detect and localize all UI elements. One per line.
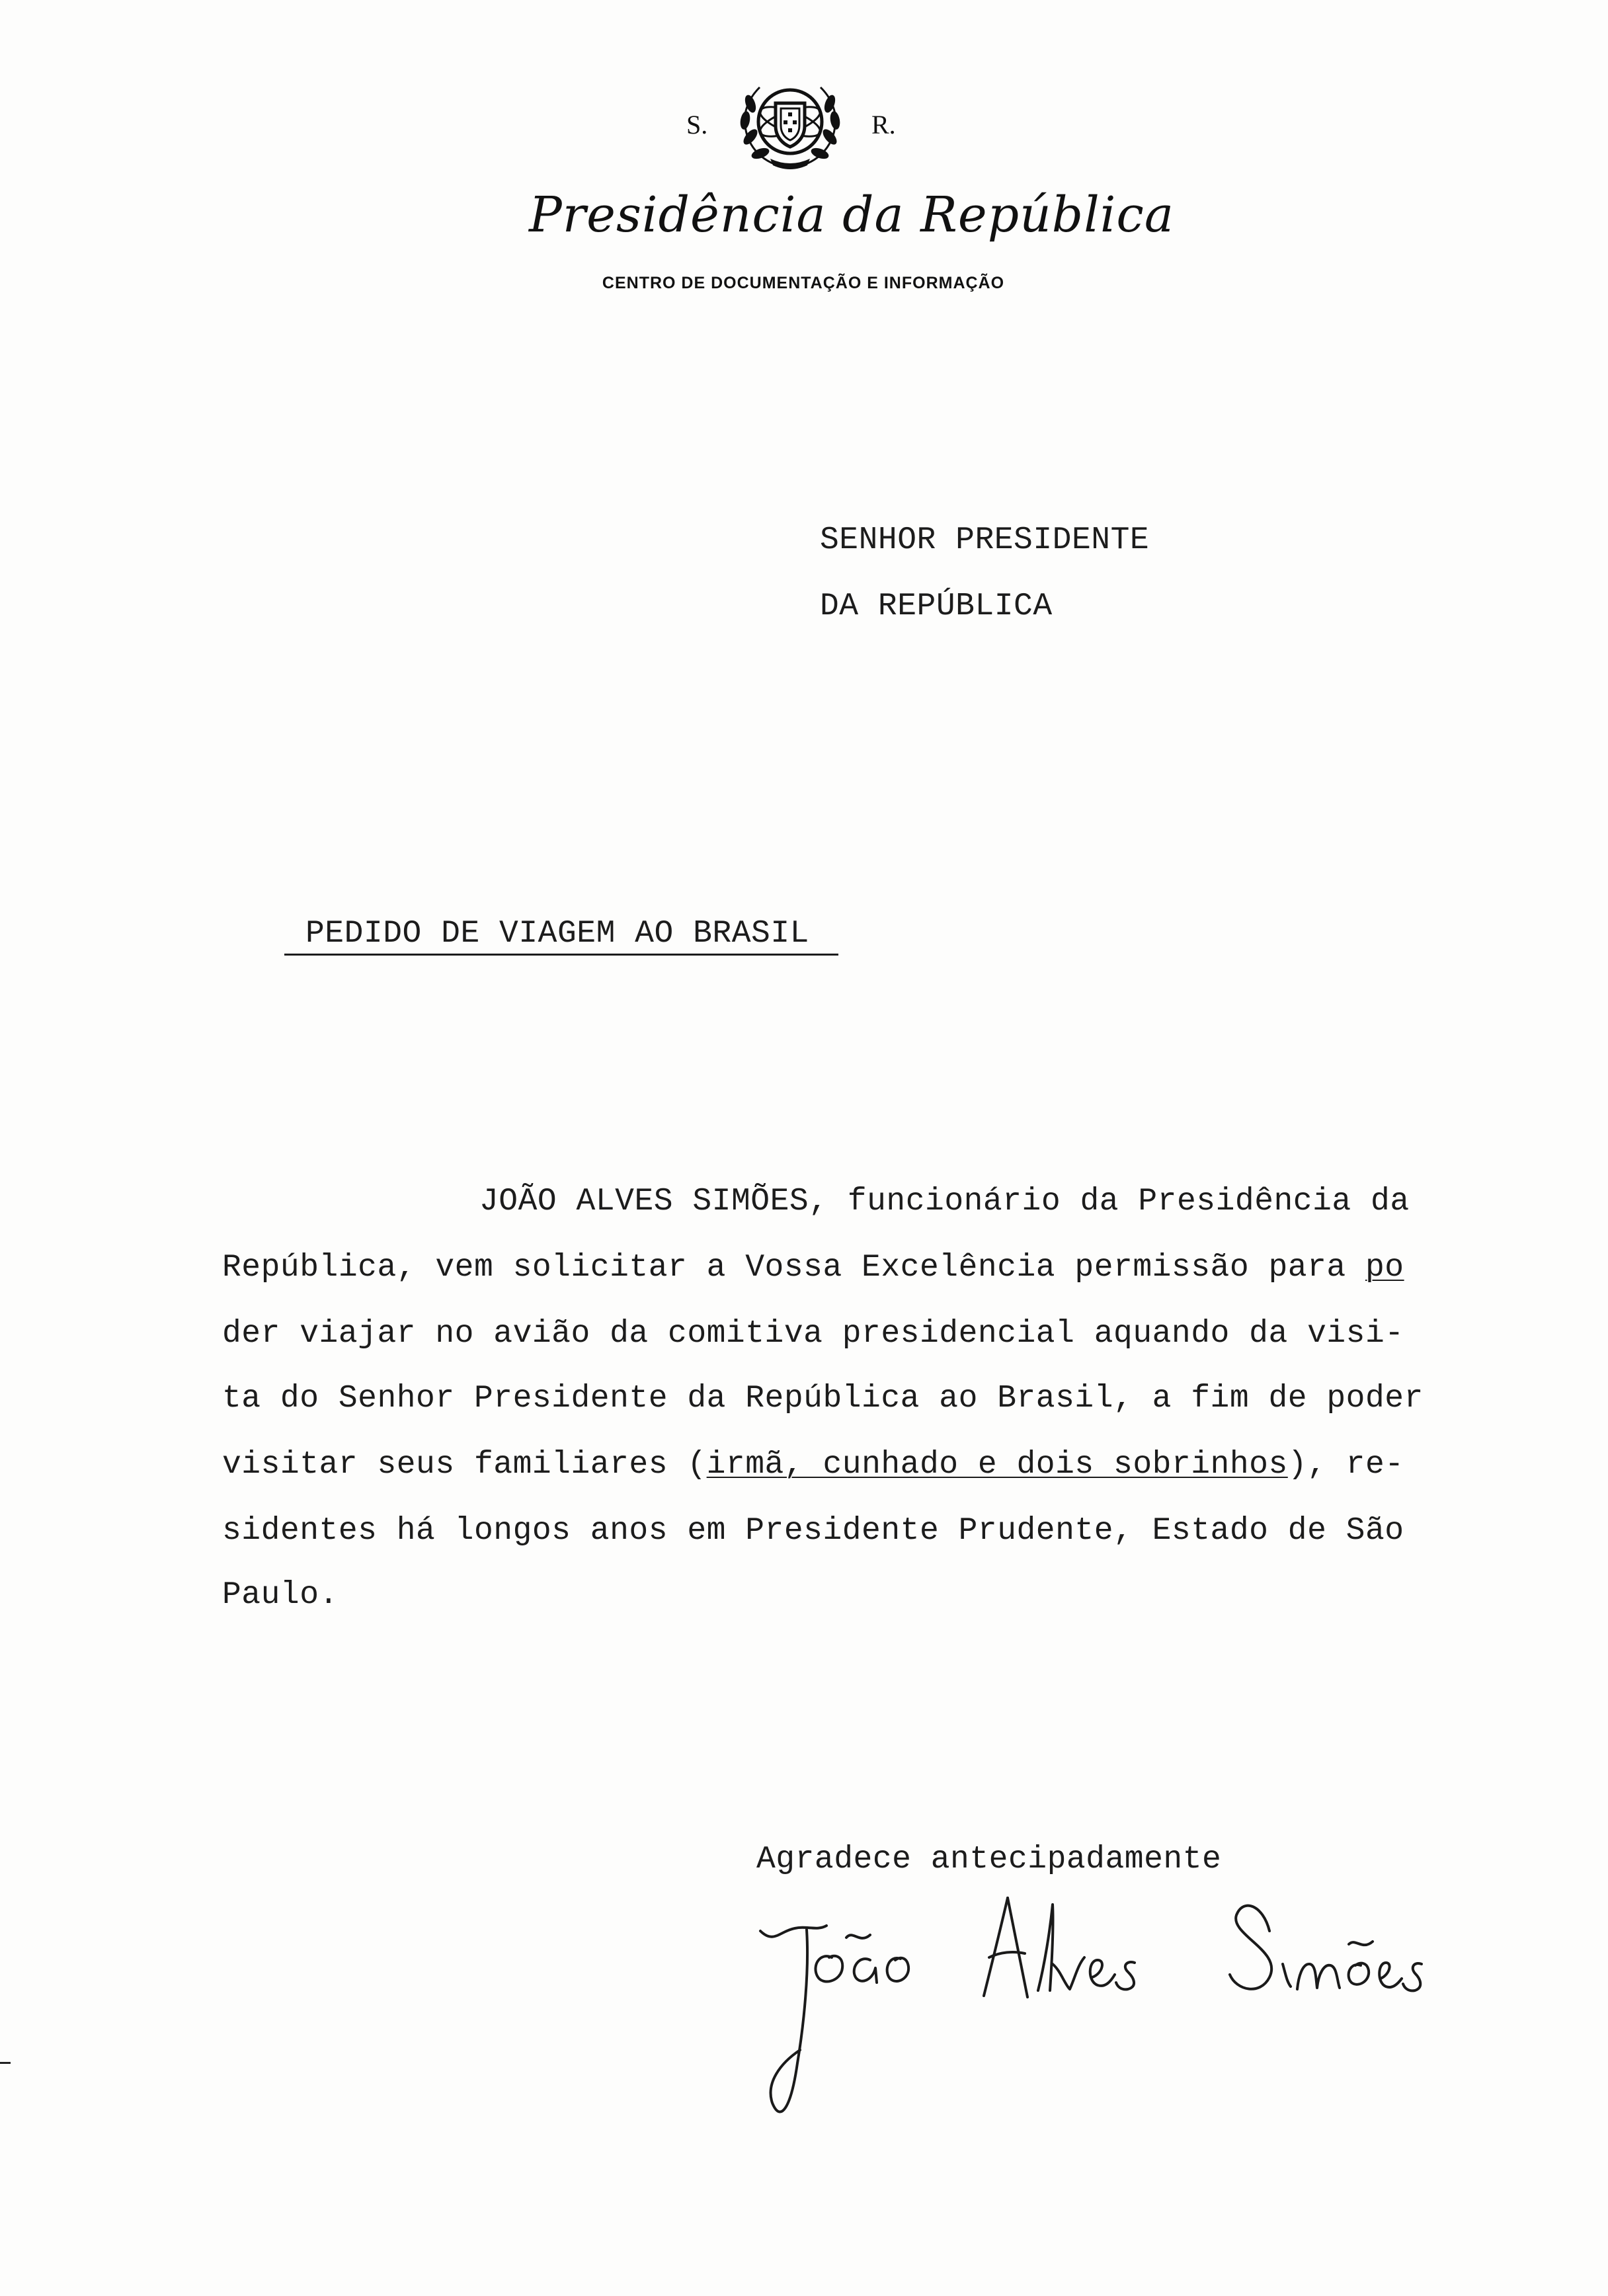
body-line-5-text-a: visitar seus familiares ( bbox=[222, 1447, 707, 1483]
body-line-2-text: República, vem solicitar a Vossa Excelência permissão para bbox=[222, 1250, 1365, 1286]
letterhead-subtitle: CENTRO DE DOCUMENTAÇÃO E INFORMAÇÃO bbox=[602, 274, 1005, 292]
body-line-7: Paulo. bbox=[222, 1577, 339, 1613]
body-line-2 bbox=[222, 1250, 1404, 1286]
body-line-4: ta do Senhor Presidente da República ao Brasil, a fim de poder bbox=[222, 1381, 1424, 1416]
letterhead-right-initial: R. bbox=[871, 110, 896, 140]
letterhead-left-initial: S. bbox=[686, 110, 708, 140]
body-line-6: sidentes há longos anos em Presidente Prudente, Estado de São bbox=[222, 1513, 1404, 1549]
closing-text: Agradece antecipadamente bbox=[756, 1842, 1222, 1877]
signature bbox=[754, 1891, 1455, 2156]
body-line-2-underlined: po bbox=[1365, 1250, 1404, 1286]
body-line-3: der viajar no avião da comitiva presidencial aquando da visi- bbox=[222, 1316, 1404, 1352]
subject-underline bbox=[284, 954, 838, 956]
margin-mark bbox=[0, 2062, 11, 2064]
letterhead-title: Presidência da República bbox=[529, 186, 1174, 243]
addressee-line-2: DA REPÚBLICA bbox=[820, 589, 1053, 624]
body-line-5 bbox=[222, 1447, 1404, 1483]
addressee-line-1: SENHOR PRESIDENTE bbox=[820, 522, 1150, 558]
body-line-5-underlined: irmã, cunhado e dois sobrinhos bbox=[706, 1447, 1288, 1483]
body-line-1: JOÃO ALVES SIMÕES, funcionário da Presidência da bbox=[479, 1184, 1410, 1219]
body-line-5-text-c: ), re- bbox=[1287, 1447, 1404, 1483]
coat-of-arms-icon bbox=[731, 74, 850, 173]
subject-heading: PEDIDO DE VIAGEM AO BRASIL bbox=[305, 916, 809, 952]
